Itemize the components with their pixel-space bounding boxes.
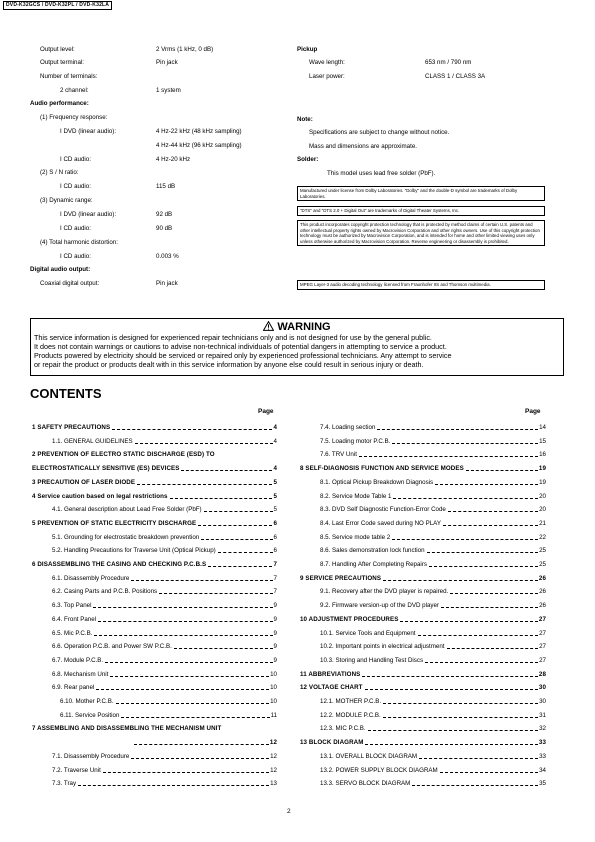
toc-entry-title: 7.1. Disassembly Procedure: [52, 752, 130, 760]
toc-entry-page: 6: [273, 533, 277, 541]
toc-leader-dashes: [359, 456, 538, 457]
toc-entry[interactable]: [32, 424, 277, 432]
toc-entry[interactable]: [52, 643, 277, 651]
toc-entry-page: 7: [273, 588, 277, 596]
toc-leader-dashes: [103, 772, 269, 773]
toc-entry-page: 27: [539, 629, 546, 637]
toc-entry[interactable]: [52, 588, 277, 596]
spec-label: Number of terminals:: [40, 73, 98, 80]
toc-entry-page: 4: [273, 424, 277, 431]
toc-leader-dashes: [368, 730, 538, 731]
spec-label: I CD audio:: [60, 156, 91, 163]
wave-length-value: 653 nm / 790 nm: [425, 59, 472, 66]
toc-leader-dashes: [419, 758, 538, 759]
toc-entry[interactable]: [320, 630, 546, 638]
toc-entry-page: 7: [273, 561, 277, 568]
toc-entry-title: 8.3. DVD Self Diagnostic Function-Error Code: [320, 506, 446, 514]
toc-entry-title: 7.3. Tray: [52, 780, 77, 788]
toc-entry-title: 8.6. Sales demonstration lock function: [320, 547, 425, 555]
toc-entry-title: 13.3. SERVO BLOCK DIAGRAM: [320, 780, 411, 788]
toc-entry-title: 8.4. Last Error Code saved during NO PLAY: [320, 519, 441, 527]
toc-leader-dashes: [204, 511, 273, 512]
toc-entry[interactable]: [52, 767, 277, 775]
page-heading-right: Page: [525, 408, 541, 415]
pickup-title: Pickup: [297, 46, 318, 53]
toc-leader-dashes: [466, 470, 538, 471]
toc-leader-dashes: [198, 525, 272, 526]
spec-label: I DVD (linear audio):: [60, 128, 117, 135]
toc-leader-dashes: [418, 635, 539, 636]
toc-entry[interactable]: [52, 506, 277, 514]
toc-entry[interactable]: [52, 780, 277, 788]
toc-leader-dashes: [377, 429, 538, 430]
spec-value: 115 dB: [156, 183, 176, 190]
toc-entry-title: 6.5. Mic P.C.B.: [52, 629, 93, 637]
toc-entry-page: 6: [273, 547, 277, 555]
toc-leader-dashes: [134, 744, 269, 745]
spec-label: I CD audio:: [60, 183, 91, 190]
spec-value: 92 dB: [156, 211, 173, 218]
toc-entry-title: 10 ADJUSTMENT PROCEDURES: [300, 615, 399, 623]
toc-leader-dashes: [96, 689, 269, 690]
toc-entry[interactable]: [300, 684, 546, 692]
toc-entry[interactable]: [52, 684, 277, 692]
warning-line: Products powered by electricity should be serviced or repaired only by experienced professional technicians. Any attempt to service: [34, 351, 452, 360]
toc-entry[interactable]: [320, 547, 546, 555]
toc-entry[interactable]: [320, 725, 546, 733]
toc-entry-title: 6.4. Front Panel: [52, 615, 97, 623]
toc-entry-page: 13: [270, 780, 277, 788]
laser-power-value: CLASS 1 / CLASS 3A: [425, 73, 486, 80]
toc-entry[interactable]: [52, 630, 277, 638]
spec-value: Pin jack: [156, 59, 178, 66]
spec-label: 2 channel:: [60, 87, 89, 94]
license-dts: "DTS" and "DTS 2.0 + Digital Out" are trademarks of Digital Theater Systems, Inc.: [297, 206, 545, 216]
toc-entry[interactable]: [32, 725, 221, 733]
toc-entry-page: 9: [273, 643, 277, 651]
toc-entry[interactable]: [52, 616, 277, 624]
toc-entry-title: 6.8. Mechanism Unit: [52, 670, 109, 678]
toc-entry[interactable]: [320, 753, 546, 761]
spec-label: I CD audio:: [60, 253, 91, 260]
toc-entry[interactable]: [320, 643, 546, 651]
toc-leader-dashes: [383, 703, 538, 704]
toc-entry[interactable]: [52, 753, 277, 761]
spec-label: (4) Total harmonic distortion:: [40, 239, 118, 246]
toc-leader-dashes: [121, 717, 269, 718]
toc-entry-page: 26: [538, 574, 546, 582]
warning-heading: [31, 321, 563, 333]
toc-entry[interactable]: [320, 588, 546, 596]
toc-entry[interactable]: [320, 561, 546, 569]
toc-entry-title: 7.2. Traverse Unit: [52, 766, 101, 774]
toc-entry[interactable]: [60, 712, 277, 720]
toc-entry[interactable]: [320, 767, 546, 775]
toc-entry-page: 5: [273, 506, 277, 514]
toc-entry[interactable]: [300, 671, 546, 679]
toc-leader-dashes: [98, 621, 273, 622]
toc-entry-title: 6.2. Casing Parts and P.C.B. Positions: [52, 588, 158, 596]
toc-leader-dashes: [110, 676, 269, 677]
toc-entry-title: 9.2. Firmware version-up of the DVD player: [320, 602, 439, 610]
toc-entry-title: 1 SAFETY PRECAUTIONS: [32, 424, 111, 431]
toc-entry-title: 9 SERVICE PRECAUTIONS: [300, 574, 382, 582]
toc-entry-page: 34: [539, 766, 546, 774]
toc-entry[interactable]: [320, 602, 546, 610]
toc-entry[interactable]: [300, 575, 546, 583]
laser-power-label: Laser power:: [309, 73, 345, 80]
license-macrovision: This product incorporates copyright protection technology that is protected by method claims of certain U.S. patents and other intellectual property rights owned by Macrovision Corporation and other rights owners. Use of this copyright protection technology must be authorized by Macrovision Corporation, and is intended for home and other limited viewing uses only unless otherwise authorized by Macrovision Corporation. Reverse engineering or disassembly is prohibited.: [297, 220, 545, 246]
toc-entry-title: 12.2. MODULE P.C.B.: [320, 711, 381, 719]
toc-entry[interactable]: [132, 739, 277, 747]
toc-entry-page: 14: [539, 424, 546, 431]
toc-entry-page: 22: [539, 533, 546, 541]
toc-entry[interactable]: [300, 465, 546, 473]
toc-leader-dashes: [429, 566, 538, 567]
contents-title: CONTENTS: [30, 386, 102, 401]
warning-triangle-icon: [263, 321, 274, 331]
toc-entry-title: 5.1. Grounding for electrostatic breakdown prevention: [52, 533, 200, 541]
toc-leader-dashes: [105, 662, 272, 663]
warning-line: It does not contain warnings or cautions to advise non-technical individuals of potential dangers in attempting to service a product.: [34, 342, 447, 351]
toc-leader-dashes: [393, 498, 538, 499]
toc-leader-dashes: [93, 607, 272, 608]
toc-entry[interactable]: [320, 479, 546, 487]
toc-entry[interactable]: [52, 534, 277, 542]
toc-entry[interactable]: [32, 451, 215, 459]
toc-entry[interactable]: [320, 520, 546, 528]
spec-label: Output terminal:: [40, 59, 85, 66]
toc-entry-title: 6.10. Mother P.C.B.: [60, 698, 114, 705]
toc-entry-title: 13.2. POWER SUPPLY BLOCK DIAGRAM: [320, 766, 438, 774]
toc-entry-page: 32: [539, 725, 546, 733]
spec-value: 90 dB: [156, 225, 173, 232]
spec-label: (3) Dynamic range:: [40, 197, 93, 204]
toc-leader-dashes: [365, 744, 537, 745]
toc-leader-dashes: [78, 785, 269, 786]
toc-entry-page: 27: [539, 643, 546, 651]
toc-entry[interactable]: [300, 739, 546, 747]
toc-entry-title: 6 DISASSEMBLING THE CASING AND CHECKING P.C.B.S: [32, 561, 207, 568]
toc-leader-dashes: [201, 539, 272, 540]
warning-line: or repair the product or products dealt with in this service information by anyone else could result in serious injury or death.: [34, 360, 424, 369]
toc-entry-page: 9: [273, 656, 277, 664]
toc-entry-title: 1.1. GENERAL GUIDELINES: [52, 437, 133, 445]
toc-entry-page: 4: [273, 437, 277, 445]
spec-label: (1) Frequency response:: [40, 114, 108, 121]
toc-leader-dashes: [174, 648, 273, 649]
toc-entry-page: 30: [539, 698, 546, 705]
toc-entry-title: 8.5. Service mode table 2: [320, 533, 391, 541]
toc-leader-dashes: [425, 662, 538, 663]
toc-entry-page: 4: [273, 465, 277, 473]
toc-entry-page: 11: [270, 711, 277, 719]
toc-entry-title: 5 PREVENTION OF STATIC ELECTRICITY DISCHARGE: [32, 519, 197, 527]
toc-entry[interactable]: [320, 657, 546, 665]
header-tag: DVD-K32GCS / DVD-K32PL / DVD-K32LA: [3, 1, 112, 10]
toc-entry-page: 28: [538, 670, 546, 678]
toc-entry-title: 4.1. General description about Lead Free Solder (PbF): [52, 506, 202, 514]
toc-entry-title: 7.6. TRV Unit: [320, 451, 357, 459]
toc-entry[interactable]: [320, 493, 546, 501]
spec-value: 2 Vrms (1 kHz, 0 dB): [156, 46, 214, 53]
toc-leader-dashes: [112, 429, 272, 430]
toc-entry-page: 5: [273, 478, 277, 486]
toc-leader-dashes: [400, 621, 537, 622]
toc-leader-dashes: [116, 703, 270, 704]
toc-entry-page: 21: [539, 519, 546, 527]
spec-label: Coaxial digital output:: [40, 280, 100, 287]
toc-entry-page: 9: [273, 615, 277, 623]
solder-text: This model uses lead free solder (PbF).: [327, 170, 436, 177]
spec-label: (2) S / N ratio:: [40, 169, 79, 176]
toc-entry[interactable]: [320, 534, 546, 542]
toc-entry[interactable]: [320, 780, 546, 788]
toc-entry-page: 33: [538, 739, 546, 747]
toc-entry-title: 11 ABBREVIATIONS: [300, 670, 361, 678]
toc-entry-title: 5.2. Handling Precautions for Traverse Unit (Optical Pickup): [52, 547, 216, 555]
toc-entry-title: 8.1. Optical Pickup Breakdown Diagnosis: [320, 478, 434, 486]
toc-leader-dashes: [181, 470, 272, 471]
toc-leader-dashes: [447, 648, 539, 649]
toc-leader-dashes: [208, 566, 272, 567]
toc-entry-page: 7: [273, 574, 277, 582]
toc-entry-title: 6.7. Module P.C.B.: [52, 656, 104, 664]
toc-entry[interactable]: [320, 451, 546, 459]
spec-value: 0.003 %: [156, 253, 179, 260]
spec-label: I DVD (linear audio):: [60, 211, 117, 218]
toc-entry-page: 27: [538, 615, 546, 623]
page-heading-left: Page: [258, 408, 274, 415]
toc-entry[interactable]: [52, 602, 277, 610]
toc-entry-title: 6.1. Disassembly Procedure: [52, 574, 130, 582]
toc-leader-dashes: [131, 580, 272, 581]
toc-entry-title: 13.1. OVERALL BLOCK DIAGRAM: [320, 752, 418, 760]
toc-entry-title: 4 Service caution based on legal restrictions: [32, 492, 168, 500]
note-line-1: Specifications are subject to change without notice.: [309, 129, 450, 136]
spec-label: Audio performance:: [30, 100, 89, 107]
spec-value: 4 Hz-20 kHz: [156, 156, 191, 163]
toc-leader-dashes: [443, 525, 538, 526]
toc-entry-page: 33: [539, 752, 546, 760]
toc-entry[interactable]: [32, 520, 277, 528]
page-number: 2: [287, 808, 291, 815]
toc-entry-page: 25: [539, 547, 546, 555]
toc-entry-page: 31: [539, 711, 546, 719]
toc-entry-page: 9: [273, 602, 277, 610]
warning-text: [31, 333, 563, 369]
toc-entry-title: 9.1. Recovery after the DVD player is repaired.: [320, 588, 449, 596]
toc-leader-dashes: [137, 484, 272, 485]
toc-entry-page: 26: [539, 588, 546, 596]
toc-entry-page: 30: [538, 684, 546, 692]
toc-entry-title: 13 BLOCK DIAGRAM: [300, 739, 364, 747]
toc-entry-page: 20: [539, 492, 546, 500]
toc-entry[interactable]: [320, 712, 546, 720]
toc-entry-title: 12.1. MOTHER P.C.B.: [320, 698, 382, 705]
toc-entry-page: 10: [270, 698, 277, 705]
spec-label: I CD audio:: [60, 225, 91, 232]
toc-entry-title: 7 ASSEMBLING AND DISASSEMBLING THE MECHANISM UNIT: [32, 725, 222, 733]
toc-entry-page: 12: [270, 766, 277, 774]
toc-entry-title: 10.2. Important points in electrical adjustment: [320, 643, 445, 651]
toc-entry[interactable]: [52, 438, 277, 446]
toc-entry-title: 6.9. Rear panel: [52, 684, 95, 692]
toc-entry-page: 27: [539, 656, 546, 664]
toc-leader-dashes: [392, 539, 538, 540]
toc-entry-title: 6.3. Top Panel: [52, 602, 92, 610]
toc-entry-page: 20: [539, 506, 546, 514]
toc-entry[interactable]: [32, 479, 277, 487]
toc-entry[interactable]: [52, 575, 277, 583]
toc-entry-title: 12 VOLTAGE CHART: [300, 684, 363, 692]
toc-leader-dashes: [159, 593, 272, 594]
toc-entry-page: 10: [270, 670, 277, 678]
note-title: Note:: [297, 116, 313, 123]
toc-entry-page: 19: [539, 478, 546, 486]
toc-entry-title: 10.1. Service Tools and Equipment: [320, 629, 416, 637]
toc-leader-dashes: [365, 689, 538, 690]
toc-entry-page: 12: [269, 739, 277, 747]
toc-leader-dashes: [412, 785, 538, 786]
toc-entry-title: 8 SELF-DIAGNOSIS FUNCTION AND SERVICE MODES: [300, 465, 464, 473]
toc-entry-page: 6: [273, 519, 277, 527]
toc-entry-title: 2 PREVENTION OF ELECTRO STATIC DISCHARGE (ESD) TO: [32, 451, 215, 459]
license-mpeg: MPEG Layer-3 audio decoding technology licensed from Fraunhofer IIS and Thomson multimedia.: [297, 280, 545, 290]
toc-leader-dashes: [383, 580, 538, 581]
toc-leader-dashes: [448, 511, 538, 512]
spec-label: Digital audio output:: [30, 266, 91, 273]
toc-entry-title: 6.11. Service Position: [60, 711, 120, 719]
toc-entry-title: ELECTROSTATICALLY SENSITIVE (ES) DEVICES: [32, 465, 180, 473]
toc-leader-dashes: [170, 498, 273, 499]
toc-entry-page: 12: [270, 752, 277, 760]
toc-entry[interactable]: [52, 657, 277, 665]
toc-entry-page: 10: [270, 684, 277, 692]
toc-entry-title: 7.4. Loading section: [320, 424, 376, 431]
toc-entry-page: 19: [538, 465, 546, 473]
toc-entry[interactable]: [320, 698, 546, 706]
toc-leader-dashes: [450, 593, 538, 594]
toc-entry-title: 8.7. Handling After Completing Repairs: [320, 561, 427, 568]
toc-leader-dashes: [362, 676, 538, 677]
toc-entry[interactable]: [60, 698, 277, 706]
toc-leader-dashes: [135, 443, 273, 444]
toc-entry-page: 9: [273, 629, 277, 637]
toc-entry-page: 26: [539, 602, 546, 610]
toc-entry[interactable]: [320, 438, 546, 446]
toc-leader-dashes: [392, 443, 538, 444]
spec-value: 4 Hz-44 kHz (96 kHz sampling): [156, 142, 242, 149]
solder-title: Solder:: [297, 156, 319, 163]
spec-value: Pin jack: [156, 280, 178, 287]
toc-leader-dashes: [383, 717, 538, 718]
toc-entry[interactable]: [32, 493, 277, 501]
warning-box: [30, 318, 564, 376]
toc-leader-dashes: [441, 607, 538, 608]
toc-entry[interactable]: [32, 561, 277, 569]
toc-entry-title: 3 PRECAUTION OF LASER DIODE: [32, 478, 136, 486]
toc-entry[interactable]: [300, 616, 546, 624]
spec-value: 4 Hz-22 kHz (48 kHz sampling): [156, 128, 242, 135]
toc-leader-dashes: [131, 758, 269, 759]
toc-entry[interactable]: [52, 547, 277, 555]
toc-entry[interactable]: [32, 465, 277, 473]
toc-entry-title: 6.6. Operation P.C.B. and Power SW P.C.B.: [52, 643, 172, 651]
toc-leader-dashes: [94, 635, 272, 636]
spec-value: 1 system: [156, 87, 181, 94]
spec-label: Output level:: [40, 46, 75, 53]
toc-entry-page: 16: [539, 451, 546, 459]
wave-length-label: Wave length:: [309, 59, 345, 66]
toc-leader-dashes: [440, 772, 538, 773]
toc-leader-dashes: [435, 484, 538, 485]
toc-entry-page: 5: [273, 492, 277, 500]
warning-title: WARNING: [277, 321, 331, 333]
warning-line: This service information is designed for experienced repair technicians only and is not designed for use by the general public.: [34, 333, 432, 342]
toc-entry-title: 10.3. Storing and Handling Test Discs: [320, 656, 424, 664]
toc-entry-title: 8.2. Service Mode Table 1: [320, 492, 392, 500]
toc-entry[interactable]: [320, 506, 546, 514]
toc-leader-dashes: [218, 552, 273, 553]
license-dolby: Manufactured under license from Dolby Laboratories. "Dolby" and the double-D symbol are trademarks of Dolby Laboratories.: [297, 186, 545, 201]
toc-entry-title: 12.3. MIC P.C.B.: [320, 725, 366, 733]
toc-leader-dashes: [427, 552, 539, 553]
note-line-2: Mass and dimensions are approximate.: [309, 143, 417, 150]
toc-entry[interactable]: [52, 671, 277, 679]
toc-entry-page: 15: [539, 437, 546, 445]
toc-entry-title: 7.5. Loading motor P.C.B.: [320, 437, 391, 445]
toc-entry[interactable]: [320, 424, 546, 432]
toc-entry-page: 35: [539, 780, 546, 788]
toc-entry-page: 25: [539, 561, 546, 568]
